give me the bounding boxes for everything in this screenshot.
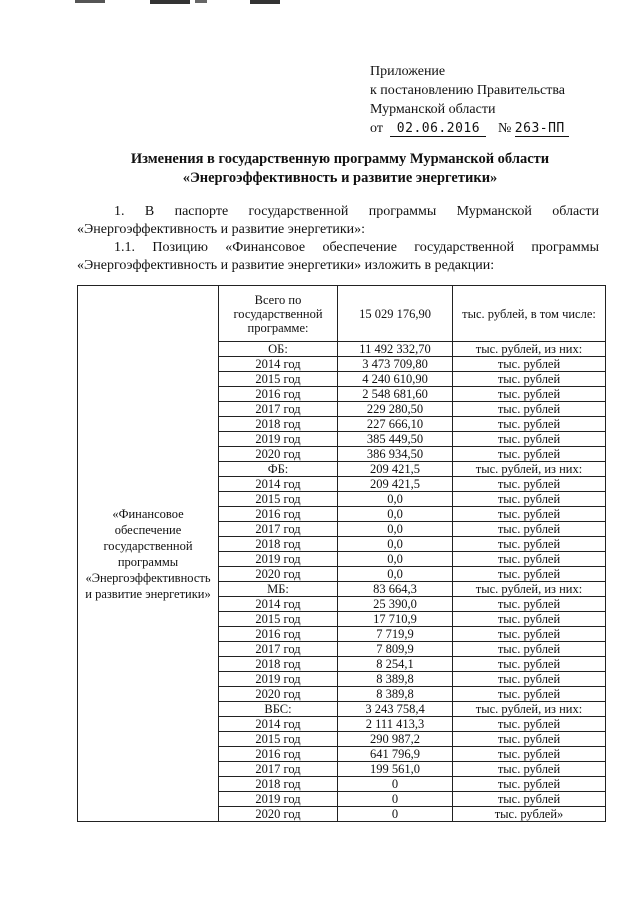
annex-line-3: Мурманской области	[370, 102, 496, 117]
row-value: 386 934,50	[338, 447, 453, 462]
row-unit: тыс. рублей	[453, 432, 606, 447]
row-unit: тыс. рублей	[453, 552, 606, 567]
row-unit: тыс. рублей, из них:	[453, 582, 606, 597]
row-value: 0	[338, 792, 453, 807]
row-unit: тыс. рублей	[453, 537, 606, 552]
row-unit: тыс. рублей	[453, 387, 606, 402]
row-unit: тыс. рублей	[453, 777, 606, 792]
row-unit: тыс. рублей	[453, 732, 606, 747]
row-unit: тыс. рублей	[453, 522, 606, 537]
row-value: 7 719,9	[338, 627, 453, 642]
row-label: 2016 год	[219, 747, 338, 762]
row-unit: тыс. рублей	[453, 492, 606, 507]
row-label: 2019 год	[219, 552, 338, 567]
row-value: 3 243 758,4	[338, 702, 453, 717]
row-unit: тыс. рублей	[453, 417, 606, 432]
annex-number: 263-ПП	[515, 121, 569, 137]
row-unit: тыс. рублей	[453, 477, 606, 492]
financing-label-cell: «Финансовое обеспечение государственной программы «Энергоэффективность и развитие энергетики»	[78, 286, 219, 822]
row-value: 2 548 681,60	[338, 387, 453, 402]
row-value: 290 987,2	[338, 732, 453, 747]
row-unit: тыс. рублей	[453, 672, 606, 687]
row-label: 2015 год	[219, 612, 338, 627]
row-label: 2015 год	[219, 372, 338, 387]
row-value: 0,0	[338, 537, 453, 552]
row-label: 2015 год	[219, 732, 338, 747]
row-value: 0,0	[338, 552, 453, 567]
row-unit: тыс. рублей	[453, 567, 606, 582]
row-value: 0,0	[338, 522, 453, 537]
document-title	[60, 150, 620, 188]
row-label: 2017 год	[219, 642, 338, 657]
row-label: 2020 год	[219, 687, 338, 702]
row-value: 8 389,8	[338, 672, 453, 687]
row-unit: тыс. рублей	[453, 447, 606, 462]
row-unit: тыс. рублей	[453, 357, 606, 372]
annex-date-line	[370, 119, 569, 138]
row-value: 641 796,9	[338, 747, 453, 762]
row-value: 0,0	[338, 567, 453, 582]
row-label: 2017 год	[219, 522, 338, 537]
row-label: 2017 год	[219, 402, 338, 417]
row-value: 385 449,50	[338, 432, 453, 447]
row-unit: тыс. рублей	[453, 372, 606, 387]
row-unit: тыс. рублей	[453, 402, 606, 417]
row-label: 2019 год	[219, 432, 338, 447]
row-value: 209 421,5	[338, 477, 453, 492]
row-label: 2014 год	[219, 597, 338, 612]
row-unit: тыс. рублей, из них:	[453, 342, 606, 357]
row-label: 2019 год	[219, 792, 338, 807]
row-label: ОБ:	[219, 342, 338, 357]
row-value: 229 280,50	[338, 402, 453, 417]
row-value: 11 492 332,70	[338, 342, 453, 357]
row-value: 25 390,0	[338, 597, 453, 612]
row-value: 83 664,3	[338, 582, 453, 597]
row-value: 209 421,5	[338, 462, 453, 477]
row-unit: тыс. рублей	[453, 747, 606, 762]
row-unit: тыс. рублей	[453, 762, 606, 777]
date-prefix: от	[370, 121, 383, 136]
header-value: 15 029 176,90	[338, 286, 453, 342]
number-prefix: №	[497, 121, 512, 136]
row-unit: тыс. рублей, из них:	[453, 462, 606, 477]
row-label: 2020 год	[219, 807, 338, 822]
row-value: 227 666,10	[338, 417, 453, 432]
table-header-row	[78, 286, 606, 342]
row-label: 2016 год	[219, 507, 338, 522]
row-label: 2019 год	[219, 672, 338, 687]
row-value: 7 809,9	[338, 642, 453, 657]
title-line-1: Изменения в государственную программу Мурманской области	[130, 151, 550, 167]
row-unit: тыс. рублей	[453, 627, 606, 642]
row-unit: тыс. рублей	[453, 792, 606, 807]
row-value: 8 389,8	[338, 687, 453, 702]
row-unit: тыс. рублей	[453, 717, 606, 732]
row-value: 199 561,0	[338, 762, 453, 777]
row-label: 2016 год	[219, 627, 338, 642]
row-label: 2014 год	[219, 717, 338, 732]
row-label: МБ:	[219, 582, 338, 597]
paragraph-2: 1.1. Позицию «Финансовое обеспечение государственной программы «Энергоэффективность и развитие энергетики» изложить в редакции:	[77, 240, 599, 273]
header-unit: тыс. рублей, в том числе:	[453, 286, 606, 342]
row-unit: тыс. рублей	[453, 612, 606, 627]
row-label: 2018 год	[219, 657, 338, 672]
row-value: 2 111 413,3	[338, 717, 453, 732]
row-value: 4 240 610,90	[338, 372, 453, 387]
row-label: 2016 год	[219, 387, 338, 402]
row-label: 2018 год	[219, 417, 338, 432]
row-label: 2020 год	[219, 567, 338, 582]
annex-line-1: Приложение	[370, 64, 446, 79]
row-unit: тыс. рублей	[453, 687, 606, 702]
row-label: 2014 год	[219, 357, 338, 372]
scan-mark-top	[0, 0, 290, 8]
annex-block	[370, 62, 569, 138]
row-value: 8 254,1	[338, 657, 453, 672]
row-label: 2018 год	[219, 777, 338, 792]
annex-line-2: к постановлению Правительства	[370, 83, 566, 98]
paragraph-1: 1. В паспорте государственной программы Мурманской области «Энергоэффективность и развитие энергетики»:	[77, 204, 599, 237]
row-unit: тыс. рублей	[453, 657, 606, 672]
row-unit: тыс. рублей»	[453, 807, 606, 822]
row-label: 2014 год	[219, 477, 338, 492]
row-label: 2020 год	[219, 447, 338, 462]
row-value: 17 710,9	[338, 612, 453, 627]
header-label: Всего по государственной программе:	[219, 286, 338, 342]
row-unit: тыс. рублей, из них:	[453, 702, 606, 717]
row-unit: тыс. рублей	[453, 507, 606, 522]
row-value: 0,0	[338, 492, 453, 507]
row-label: 2017 год	[219, 762, 338, 777]
row-label: ВБС:	[219, 702, 338, 717]
row-unit: тыс. рублей	[453, 597, 606, 612]
row-label: ФБ:	[219, 462, 338, 477]
row-value: 3 473 709,80	[338, 357, 453, 372]
financing-table	[77, 285, 606, 822]
row-label: 2015 год	[219, 492, 338, 507]
title-line-2: «Энергоэффективность и развитие энергетики»	[182, 170, 498, 186]
row-value: 0,0	[338, 507, 453, 522]
row-value: 0	[338, 777, 453, 792]
row-value: 0	[338, 807, 453, 822]
row-unit: тыс. рублей	[453, 642, 606, 657]
annex-date: 02.06.2016	[390, 121, 486, 137]
row-label: 2018 год	[219, 537, 338, 552]
